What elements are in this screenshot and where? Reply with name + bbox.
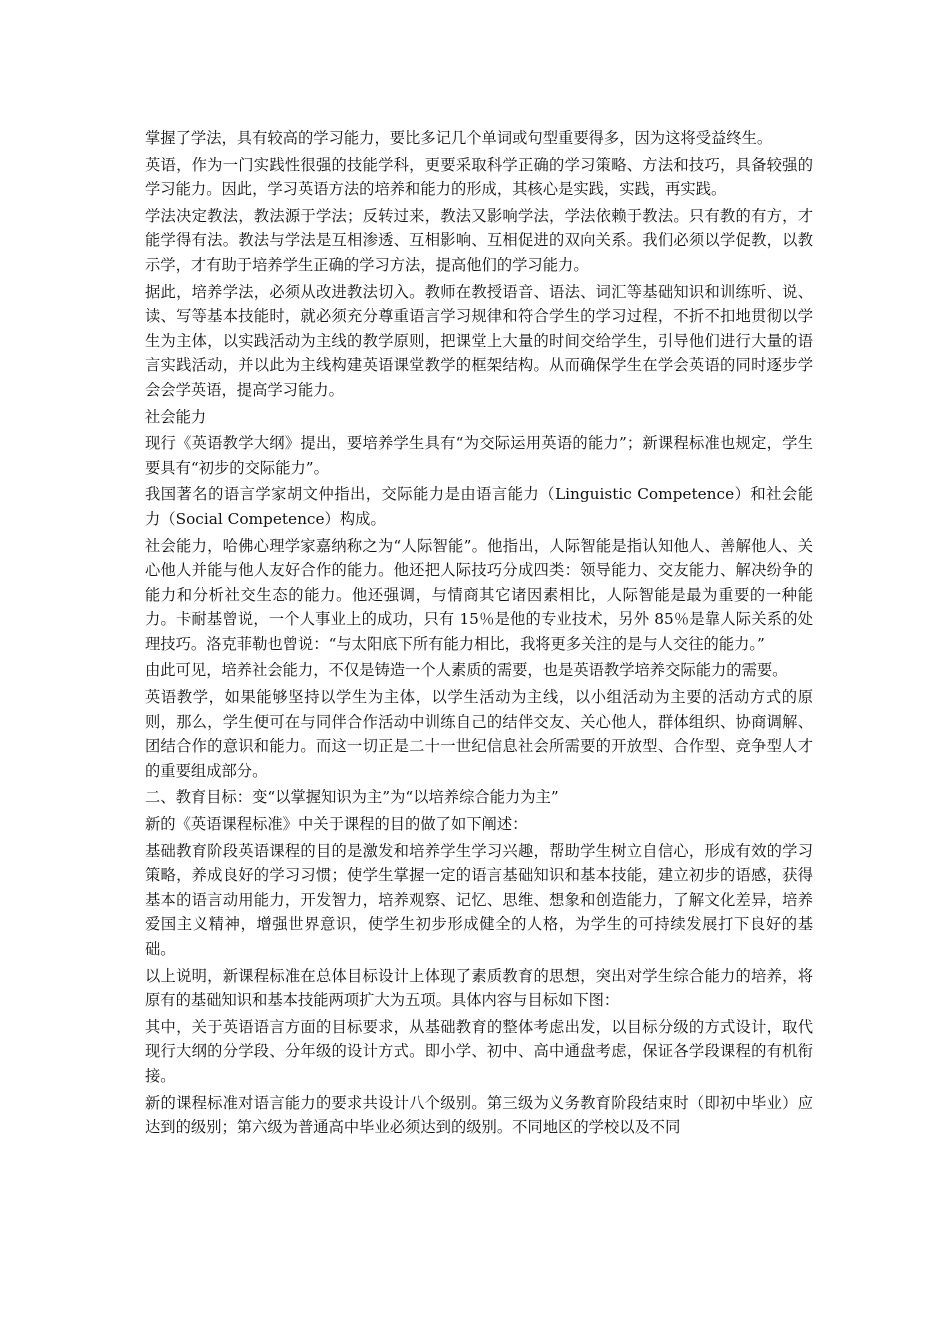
paragraph: 掌握了学法，具有较高的学习能力，要比多记几个单词或句型重要得多，因为这将受益终生。 [145, 129, 773, 147]
paragraph: 学法决定教法，教法源于学法；反转过来，教法又影响学法，学法依赖于教法。只有教的有方，才能学得有法。教法与学法是互相渗透、互相影响、互相促进的双向关系。我们必须以学促教，以教示学，才有助于培养学生正确的学习方法，提高他们的学习能力。 [145, 206, 813, 274]
paragraph: 英语教学，如果能够坚持以学生为主体，以学生活动为主线，以小组活动为主要的活动方式的原则，那么，学生便可在与同伴合作活动中训练自己的结伴交友、关心他人，群体组织、协商调解、团结合作的意识和能力。而这一切正是二十一世纪信息社会所需要的开放型、合作型、竞争型人才的重要组成部分。 [145, 688, 813, 780]
paragraph: 新的课程标准对语言能力的要求共设计八个级别。第三级为义务教育阶段结束时（即初中毕业）应达到的级别；第六级为普通高中毕业必须达到的级别。不同地区的学校以及不同 [145, 1093, 813, 1137]
paragraph: 现行《英语教学大纲》提出，要培养学生具有“为交际运用英语的能力”；新课程标准也规定，学生要具有“初步的交际能力”。 [145, 434, 813, 477]
paragraph: 基础教育阶段英语课程的目的是激发和培养学生学习兴趣，帮助学生树立自信心，形成有效的学习策略，养成良好的学习习惯；使学生掌握一定的语言基础知识和基本技能，建立初步的语感，获得基本的语言动用能力，开发智力，培养观察、记忆、思维、想象和创造能力，了解文化差异，培养爱国主义精神，增强世界意识，使学生初步形成健全的人格，为学生的可持续发展打下良好的基础。 [145, 841, 813, 958]
section-heading: 二、教育目标：变“以掌握知识为主”为“以培养综合能力为主” [145, 788, 559, 807]
paragraph: 新的《英语课程标准》中关于课程的目的做了如下阐述： [145, 815, 528, 834]
paragraph: 以上说明，新课程标准在总体目标设计上体现了素质教育的思想，突出对学生综合能力的培养，将原有的基础知识和基本技能两项扩大为五项。具体内容与目标如下图： [145, 966, 813, 1010]
paragraph: 我国著名的语言学家胡文仲指出，交际能力是由语言能力（Linguistic Competence）和社会能力（Social Competence）构成。 [145, 485, 813, 528]
paragraph: 其中，关于英语语言方面的目标要求，从基础教育的整体考虑出发，以目标分级的方式设计，取代现行大纲的分学段、分年级的设计方式。即小学、初中、高中通盘考虑，保证各学段课程的有机衔接。 [145, 1017, 813, 1085]
paragraph: 由此可见，培养社会能力，不仅是铸造一个人素质的需要，也是英语教学培养交际能力的需要。 [145, 661, 788, 680]
paragraph: 据此，培养学法，必须从改进教法切入。教师在教授语音、语法、词汇等基础知识和训练听、说、读、写等基本技能时，就必须充分尊重语言学习规律和符合学生的学习过程，不折不扣地贯彻以学生为主体，以实践活动为主线的教学原则，把课堂上大量的时间交给学生，引导他们进行大量的语言实践活动，并以此为主线构建英语课堂教学的框架结构。从而确保学生在学会英语的同时逐步学会会学英语，提高学习能力。 [145, 282, 813, 399]
section-heading: 社会能力 [145, 407, 207, 426]
paragraph: 英语，作为一门实践性很强的技能学科，更要采取科学正确的学习策略、方法和技巧，具备较强的学习能力。因此，学习英语方法的培养和能力的形成，其核心是实践，实践，再实践。 [145, 155, 813, 199]
document-body [145, 126, 813, 1142]
paragraph: 社会能力，哈佛心理学家嘉纳称之为“人际智能”。他指出，人际智能是指认知他人、善解他人、关心他人并能与他人友好合作的能力。他还把人际技巧分成四类：领导能力、交友能力、解决纷争的能力和分析社交生态的能力。他还强调，与情商其它诸因素相比，人际智能是最为重要的一种能力。卡耐基曾说，一个人事业上的成功，只有 15％是他的专业技术，另外 85％是靠人际关系的处理技巧。洛克菲勒也曾说：“与太阳底下所有能力相比，我将更多关注的是与人交往的能力。” [145, 536, 813, 653]
